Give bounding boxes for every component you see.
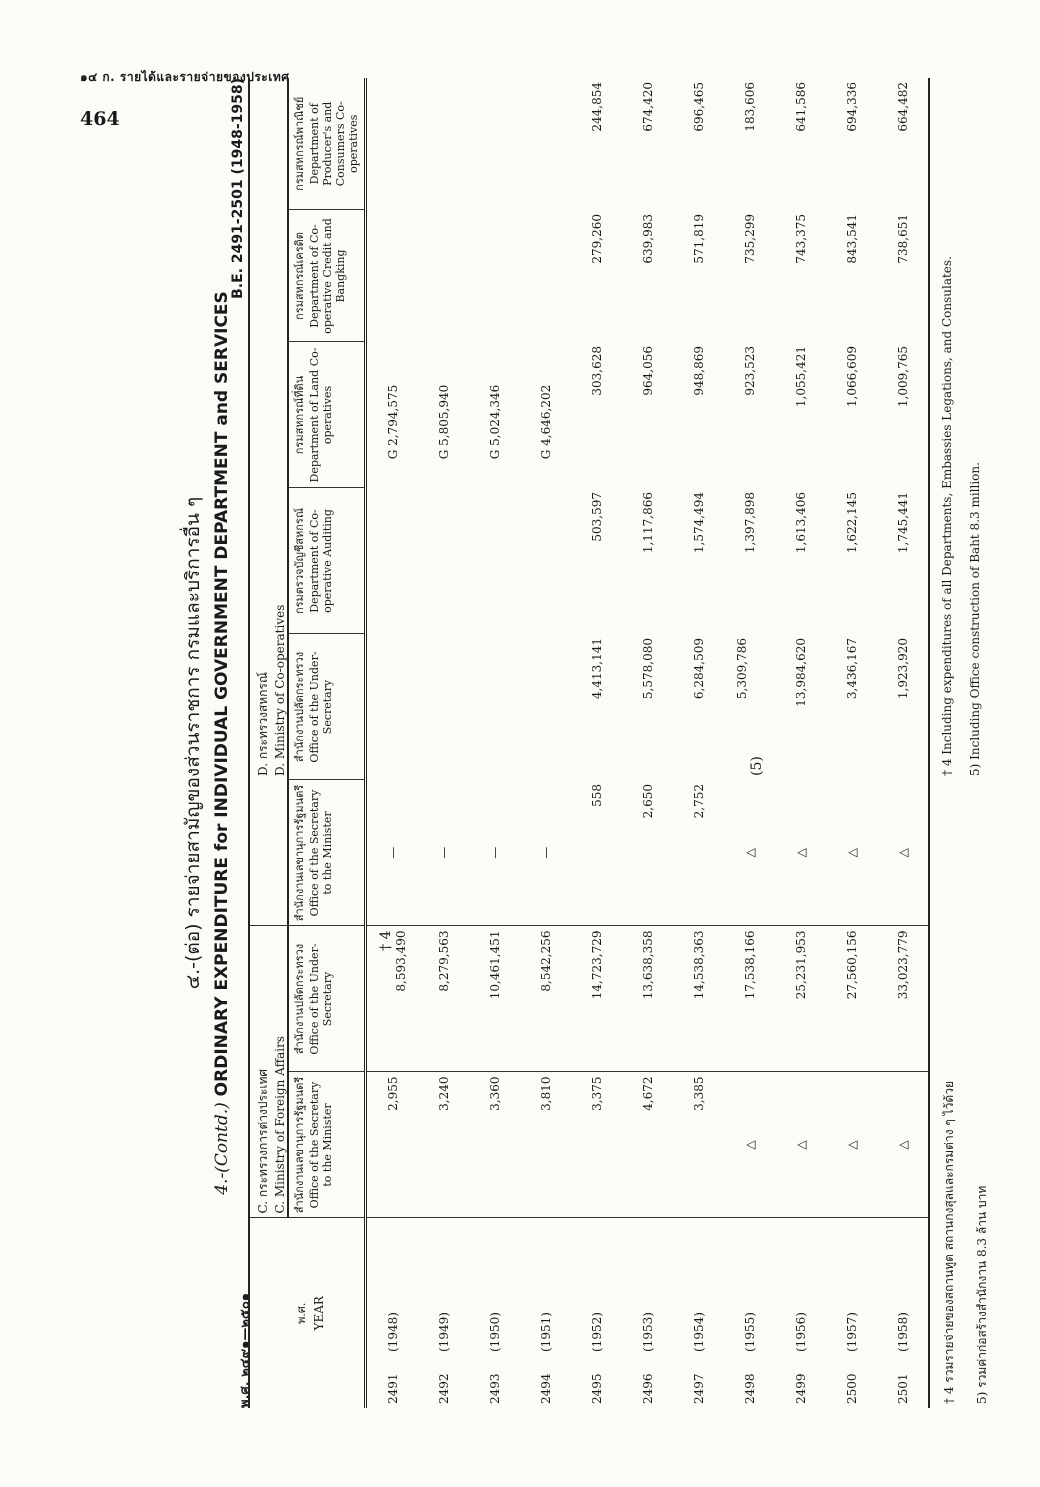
column-header-thai: กรมสหกรณ์ที่ดิน — [293, 375, 306, 455]
cell-value: — — [436, 846, 451, 859]
group-c-english: C. Ministry of Foreign Affairs — [273, 1035, 287, 1214]
cell-value: 4,413,141 — [589, 638, 604, 700]
cell-value: 4,672 — [640, 1076, 655, 1111]
cell-value: △ — [844, 1140, 859, 1150]
year-cell — [673, 1218, 724, 1408]
data-cell — [877, 210, 929, 342]
column-header-thai: กรมสหกรณ์เครดิต — [293, 232, 306, 320]
table-row — [571, 78, 622, 1408]
year-cell — [571, 1218, 622, 1408]
table-row — [877, 78, 929, 1408]
data-cell — [622, 634, 673, 780]
data-cell — [724, 1072, 775, 1218]
rotated-table-block — [170, 78, 989, 1408]
data-cell — [826, 926, 877, 1072]
data-cell — [724, 210, 775, 342]
year-ce: (1952) — [589, 1312, 604, 1352]
column-header-english: Department of Land Co-operatives — [308, 347, 334, 483]
cell-value: 33,023,779 — [895, 930, 910, 1000]
data-cell — [418, 780, 469, 926]
cell-value: 13,984,620 — [793, 638, 808, 707]
column-header — [288, 780, 366, 926]
cell-value: 303,628 — [589, 346, 604, 396]
cell-value: 1,622,145 — [844, 492, 859, 554]
data-cell — [622, 780, 673, 926]
footnotes-english — [929, 78, 1023, 780]
data-cell — [622, 926, 673, 1072]
data-cell — [826, 210, 877, 342]
cell-value: 1,117,866 — [640, 492, 655, 554]
cell-value: △ — [742, 1140, 757, 1150]
cell-value: 1,745,441 — [895, 492, 910, 554]
column-header-english: Office of the Under-Secretary — [308, 943, 334, 1055]
data-cell — [724, 634, 775, 780]
year-ce: (1951) — [538, 1312, 553, 1352]
cell-value: 13,638,358 — [640, 930, 655, 1000]
data-cell — [469, 780, 520, 926]
column-header — [288, 342, 366, 488]
year-be: 2501 — [895, 1373, 910, 1404]
column-header-english: Department of Co-operative Auditing — [308, 509, 334, 613]
year-cell — [877, 1218, 929, 1408]
year-be: 2495 — [589, 1373, 604, 1404]
cell-value: 3,240 — [436, 1076, 451, 1111]
data-cell — [673, 1072, 724, 1218]
data-cell — [520, 780, 571, 926]
data-cell — [673, 926, 724, 1072]
data-cell — [826, 342, 877, 488]
data-cell — [826, 780, 877, 926]
year-be: 2493 — [487, 1373, 502, 1404]
year-be: 2494 — [538, 1373, 553, 1404]
cell-value: 5,578,080 — [640, 638, 655, 700]
data-cell — [622, 210, 673, 342]
year-cell — [366, 1218, 419, 1408]
page-number: 464 — [80, 108, 120, 130]
data-cell — [571, 210, 622, 342]
year-ce: (1948) — [385, 1312, 400, 1352]
cell-value: 923,523 — [742, 346, 757, 396]
g-value-cell: G 5,805,940 — [436, 384, 451, 460]
data-cell — [571, 926, 622, 1072]
data-cell — [571, 342, 622, 488]
g-value-cell: G 5,024,346 — [487, 384, 502, 460]
cell-value: 3,385 — [691, 1076, 706, 1111]
column-header-english: Office of the Under-Secretary — [308, 651, 334, 763]
data-cell — [724, 342, 775, 488]
data-cell — [673, 780, 724, 926]
cell-value: 279,260 — [589, 214, 604, 264]
year-cell — [775, 1218, 826, 1408]
year-be: 2491 — [385, 1373, 400, 1404]
year-cell — [469, 1218, 520, 1408]
data-cell — [775, 342, 826, 488]
footnote-english-1: † 4 Including expenditures of all Departments, Embassies Legations, and Consulates. — [940, 256, 954, 776]
column-header-english: Department of Co-operative Credit and Bangking — [308, 218, 347, 334]
year-cell — [418, 1218, 469, 1408]
cell-value: △ — [895, 1140, 910, 1150]
cell-value: 843,541 — [844, 214, 859, 264]
data-cell — [826, 634, 877, 780]
data-cell — [673, 210, 724, 342]
data-cell — [775, 634, 826, 780]
cell-value: 964,056 — [640, 346, 655, 396]
data-cell — [877, 1072, 929, 1218]
data-cell — [469, 78, 520, 210]
data-cell — [724, 780, 775, 926]
data-cell — [724, 488, 775, 634]
data-cell — [622, 1072, 673, 1218]
data-cell — [418, 926, 469, 1072]
cell-value: 641,586 — [793, 82, 808, 132]
table-title-thai: ๔.-(ต่อ) รายจ่ายสามัญของส่วนราชการ กรมและบริการอื่น ๆ — [182, 496, 204, 990]
data-cell — [366, 926, 419, 1072]
cell-value: 8,279,563 — [436, 930, 451, 992]
table-row — [673, 78, 724, 1408]
cell-value: 1,923,920 — [895, 638, 910, 700]
year-be: 2492 — [436, 1373, 451, 1404]
column-header — [288, 926, 366, 1072]
group-c-thai: C. กระทรวงการต่างประเทศ — [256, 1069, 270, 1214]
cell-value: 1,397,898 — [742, 492, 757, 554]
cell-value: 8,542,256 — [538, 930, 553, 992]
g-value-cell: G 2,794,575 — [385, 384, 400, 460]
cell-value: 6,284,509 — [691, 638, 706, 700]
data-cell — [775, 1072, 826, 1218]
column-header-thai: สำนักงานปลัดกระทรวง — [293, 943, 306, 1055]
year-ce: (1949) — [436, 1312, 451, 1352]
cell-value: △ — [793, 848, 808, 858]
data-cell — [622, 78, 673, 210]
data-cell — [775, 926, 826, 1072]
cell-value: 948,869 — [691, 346, 706, 396]
cell-value: 694,336 — [844, 82, 859, 132]
cell-value: △ — [844, 848, 859, 858]
cell-value: 571,819 — [691, 214, 706, 264]
data-cell — [520, 78, 571, 210]
year-cell — [622, 1218, 673, 1408]
data-cell — [520, 926, 571, 1072]
cell-value: 1,574,494 — [691, 492, 706, 554]
data-cell — [469, 926, 520, 1072]
data-cell — [826, 78, 877, 210]
footnote-thai-2: 5) รวมค่าก่อสร้างสำนักงาน 8.3 ล้าน บาท — [975, 1185, 989, 1404]
year-be: 2496 — [640, 1373, 655, 1404]
data-cell — [877, 78, 929, 210]
data-cell — [469, 1072, 520, 1218]
data-cell — [366, 634, 419, 780]
data-cell — [877, 926, 929, 1072]
title-text: ORDINARY EXPENDITURE for INDIVIDUAL GOVERNMENT DEPARTMENT and SERVICES — [212, 291, 232, 1097]
year-ce: (1953) — [640, 1312, 655, 1352]
table-row — [418, 78, 469, 1408]
data-cell — [775, 210, 826, 342]
table-row — [826, 78, 877, 1408]
cell-value: 664,482 — [895, 82, 910, 132]
data-cell — [673, 78, 724, 210]
year-cell — [826, 1218, 877, 1408]
data-cell — [520, 634, 571, 780]
column-header-thai: สำนักงานปลัดกระทรวง — [293, 651, 306, 763]
cell-value: — — [538, 846, 553, 859]
expenditure-table — [248, 78, 1023, 1408]
data-cell — [877, 634, 929, 780]
data-cell — [775, 488, 826, 634]
cell-value: 183,606 — [742, 82, 757, 132]
cell-value: 27,560,156 — [844, 930, 859, 1000]
data-cell — [673, 488, 724, 634]
cell-value: — — [385, 846, 400, 859]
table-row — [775, 78, 826, 1408]
table-row — [724, 78, 775, 1408]
data-cell — [877, 488, 929, 634]
data-cell — [622, 342, 673, 488]
cell-value: 1,613,406 — [793, 492, 808, 554]
table-row — [366, 78, 419, 1408]
data-cell — [826, 488, 877, 634]
table-title-area — [178, 78, 253, 1408]
year-header-english: YEAR — [312, 1296, 326, 1331]
data-cell — [418, 634, 469, 780]
column-header-thai: สำนักงานเลขานุการรัฐมนตรี — [293, 784, 306, 922]
column-header-english: Department of Producer's and Consumers Co-operatives — [308, 101, 360, 187]
table-row — [520, 78, 571, 1408]
data-cell — [571, 780, 622, 926]
footnote-marker: † 4 — [377, 930, 394, 951]
title-prefix: 4.-(Contd.) — [212, 1102, 232, 1195]
running-header: ๑๔ ก. รายได้และรายจ่ายของประเทศ — [80, 70, 290, 84]
footnote-thai-1: † 4 รวมรายจ่ายของสถานทูต สถานกงสุลและกรมต่าง ๆ ไว้ด้วย — [942, 1081, 956, 1404]
year-cell — [520, 1218, 571, 1408]
cell-value: 1,009,765 — [895, 346, 910, 408]
data-cell — [877, 342, 929, 488]
data-cell — [366, 1072, 419, 1218]
cell-value: △ — [742, 848, 757, 858]
cell-value: 14,538,363 — [691, 930, 706, 1000]
year-header — [249, 1218, 366, 1408]
group-c-header — [249, 926, 288, 1218]
data-cell — [366, 780, 419, 926]
cell-value: 3,375 — [589, 1076, 604, 1111]
data-cell — [571, 78, 622, 210]
cell-value: 10,461,451 — [487, 930, 502, 1000]
footnotes-thai — [929, 780, 1023, 1408]
column-header — [288, 1072, 366, 1218]
table-row — [469, 78, 520, 1408]
year-ce: (1957) — [844, 1312, 859, 1352]
column-header — [288, 488, 366, 634]
footnote-english-2: 5) Including Office construction of Baht 8.3 million. — [968, 462, 982, 776]
data-cell — [622, 488, 673, 634]
cell-value: 1,066,609 — [844, 346, 859, 408]
year-cell — [724, 1218, 775, 1408]
cell-value: 3,436,167 — [844, 638, 859, 700]
year-ce: (1955) — [742, 1312, 757, 1352]
period-english: B.E. 2491-2501 (1948-1958) — [230, 78, 246, 299]
cell-value: 8,593,490 — [393, 930, 408, 992]
column-header-english: Office of the Secretary to the Minister — [308, 789, 334, 917]
cell-value: 3,810 — [538, 1076, 553, 1111]
cell-value: 2,752 — [691, 784, 706, 819]
data-cell — [775, 780, 826, 926]
cell-value: 5,309,786 — [734, 638, 749, 700]
data-cell — [469, 634, 520, 780]
cell-value: △ — [793, 1140, 808, 1150]
column-header-thai: สำนักงานเลขานุการรัฐมนตรี — [293, 1076, 306, 1214]
column-header — [288, 634, 366, 780]
cell-value: 738,651 — [895, 214, 910, 264]
cell-value: △ — [895, 848, 910, 858]
year-ce: (1956) — [793, 1312, 808, 1352]
group-d-thai: D. กระทรวงสหกรณ์ — [256, 671, 270, 776]
data-cell — [520, 1072, 571, 1218]
column-header — [288, 78, 366, 210]
cell-value: — — [487, 846, 502, 859]
cell-value: 2,955 — [385, 1076, 400, 1111]
data-cell — [775, 78, 826, 210]
column-header-thai: กรมสหกรณ์พาณิชย์ — [293, 96, 306, 191]
table-row — [622, 78, 673, 1408]
data-cell — [877, 780, 929, 926]
data-cell — [418, 1072, 469, 1218]
group-d-english: D. Ministry of Co-operatives — [273, 604, 287, 776]
cell-value: 639,983 — [640, 214, 655, 264]
cell-value: 244,854 — [589, 82, 604, 132]
data-cell — [724, 78, 775, 210]
cell-value: 558 — [589, 784, 604, 807]
period-thai: พ.ศ. ๒๔๙๑—๒๕๐๑ — [238, 1292, 253, 1408]
year-ce: (1958) — [895, 1312, 910, 1352]
year-be: 2497 — [691, 1373, 706, 1404]
data-cell — [571, 634, 622, 780]
group-d-header — [249, 78, 288, 780]
cell-value: 14,723,729 — [589, 930, 604, 1000]
g-value-cell: G 4,646,202 — [538, 384, 553, 460]
year-ce: (1950) — [487, 1312, 502, 1352]
data-cell — [571, 1072, 622, 1218]
year-ce: (1954) — [691, 1312, 706, 1352]
data-cell — [673, 342, 724, 488]
column-header — [288, 210, 366, 342]
cell-value: 743,375 — [793, 214, 808, 264]
data-cell — [418, 78, 469, 210]
cell-value: 674,420 — [640, 82, 655, 132]
data-cell — [724, 926, 775, 1072]
cell-value: 25,231,953 — [793, 930, 808, 1000]
footnote-marker: (5) — [748, 756, 765, 776]
year-be: 2500 — [844, 1373, 859, 1404]
cell-value: 503,597 — [589, 492, 604, 542]
cell-value: 17,538,166 — [742, 930, 757, 1000]
cell-value: 696,465 — [691, 82, 706, 132]
cell-value: 735,299 — [742, 214, 757, 264]
column-header-thai: กรมตรวจบัญชีสหกรณ์ — [293, 507, 306, 615]
data-cell — [571, 488, 622, 634]
table-title-english — [212, 78, 232, 1408]
column-header-english: Office of the Secretary to the Minister — [308, 1081, 334, 1209]
cell-value: 1,055,421 — [793, 346, 808, 408]
data-cell — [366, 78, 419, 210]
year-be: 2498 — [742, 1373, 757, 1404]
cell-value: 3,360 — [487, 1076, 502, 1111]
data-cell — [826, 1072, 877, 1218]
year-header-thai: พ.ศ. — [295, 1302, 308, 1324]
cell-value: 2,650 — [640, 784, 655, 819]
data-cell — [673, 634, 724, 780]
year-be: 2499 — [793, 1373, 808, 1404]
